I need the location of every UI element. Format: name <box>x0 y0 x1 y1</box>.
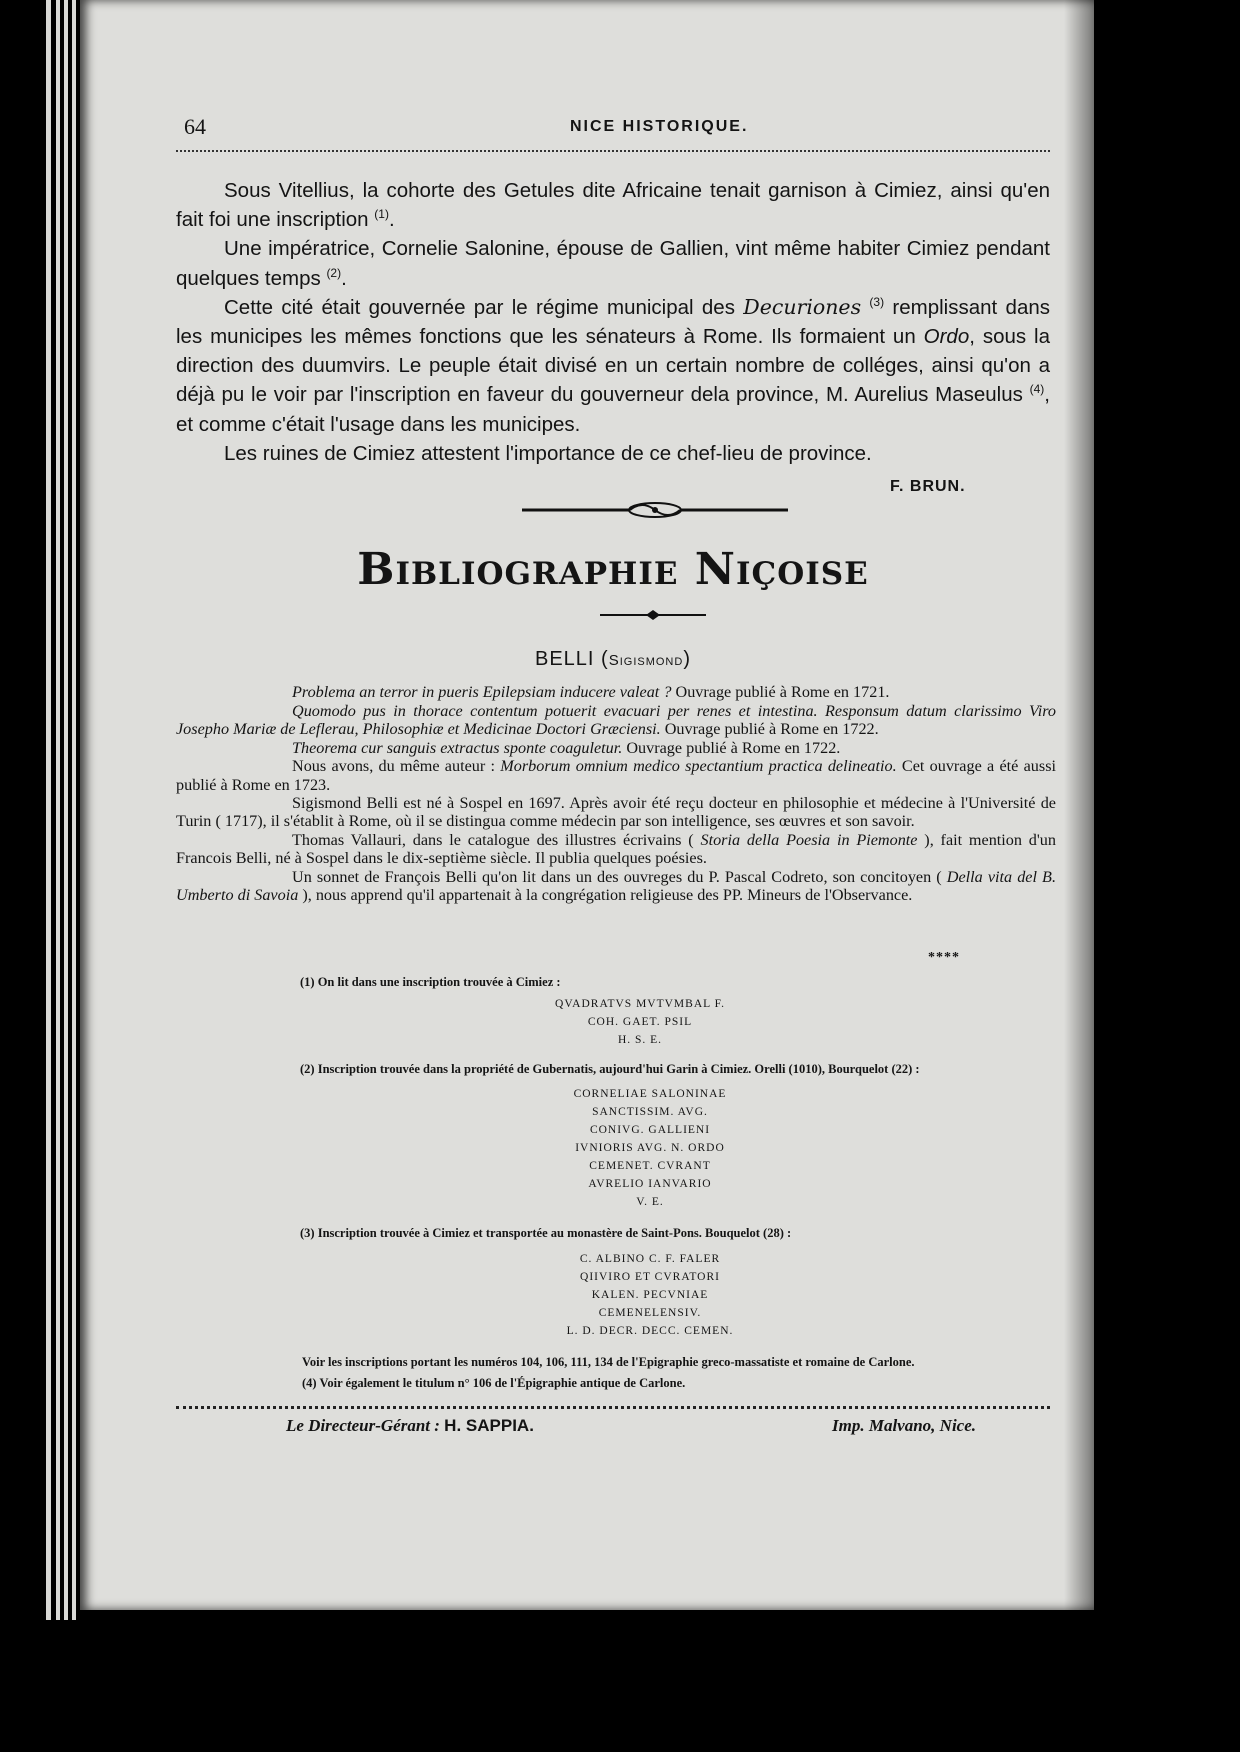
page-number: 64 <box>184 114 206 139</box>
header-rule <box>176 150 1050 152</box>
inscription-line: V. E. <box>636 1196 664 1208</box>
footnote-ref: (3) <box>869 294 885 309</box>
footnote-3: (3) Inscription trouvée à Cimiez et transportée au monastère de Saint-Pons. Bouquelot (28) : <box>300 1226 792 1240</box>
inscription-line: CEMENET. CVRANT <box>589 1160 711 1172</box>
footnote-ref: (4) <box>1029 382 1045 397</box>
footnote-4: (4) Voir également le titulum n° 106 de l'Épigraphie antique de Carlone. <box>302 1376 686 1390</box>
article-body <box>176 176 1050 468</box>
inscription-line: CONIVG. GALLIENI <box>589 1124 711 1136</box>
footer-director: Le Directeur-Gérant : H. SAPPIA. <box>286 1416 534 1435</box>
biblio-entry: Quomodo pus in thorace contentum potuerit evacuari per renes et intestina. Responsum datum clarissimo Viro Josepho Mariæ de Leflerau, Philosophiæ et Medicinae Doctori Græciensi. Ouvrage publié à Rome en 1722. Theorema cur sanguis extractus sponte coaguletur. Ouvrage publié à Rome en 1722. Nous avons, du même auteur : Morborum omnium medico spectantium practica delineatio. Cet ouvrage a été aussi publié à Rome en 1723. Sigismond Belli est né à Sospel en 1697. Après avoir été reçu docteur en philosophie et médecine à l'Université de Turin ( 1717), il s'établit à Rome, où il se distingua comme médecin par son intelligence, ses œuvres et son savoir. Thomas Vallauri, dans le catalogue des illustres écrivains ( Storia della Poesia in Piemonte ), fait mention d'un Francois Belli, né à Sospel dans le dix-septième siècle. Il publia quelques poésies. Un sonnet de François Belli qu'on lit dans un des ouvreges du P. Pascal Codreto, son concitoyen ( Della vita del B. Umberto di Savoia ), nous apprend qu'il appartenait à la congrégation religieuse des PP. Mineurs de l'Observance. <box>176 702 1056 905</box>
ornament-divider <box>520 500 790 524</box>
inscription-line: QVADRATVS MVTVMBAL F. <box>555 998 725 1010</box>
footnote-ref: (2) <box>326 265 342 280</box>
footnote-ref: (1) <box>374 207 389 222</box>
inscription-line: QIIVIRO ET CVRATORI <box>580 1271 720 1283</box>
signature: F. BRUN. <box>890 478 966 495</box>
footer-printer: Imp. Malvano, Nice. <box>832 1416 977 1435</box>
inscription-line: AVRELIO IANVARIO <box>588 1178 712 1190</box>
footnote-voir: Voir les inscriptions portant les numéros 104, 106, 111, 134 de l'Epigraphie greco-massatiste et romaine de Carlone. <box>302 1355 915 1369</box>
footnote-1: (1) On lit dans une inscription trouvée à Cimiez : <box>300 975 561 989</box>
inscription-line: COH. GAET. PSIL <box>587 1016 693 1028</box>
page-edge <box>72 0 76 1620</box>
footer-rule <box>176 1406 1050 1409</box>
inscription-line: KALEN. PECVNIAE <box>591 1289 709 1301</box>
page-edge <box>56 0 60 1620</box>
section-title: Bibliographie Niçoise <box>357 544 869 595</box>
article-paragraph: Une impératrice, Cornelie Salonine, épouse de Gallien, vint même habiter Cimiez pendant quelques temps $^{(2)}$. <box>176 237 1050 290</box>
inscription-line: SANCTISSIM. AVG. <box>592 1106 708 1118</box>
author-heading: BELLI (Sigismond) <box>534 648 691 670</box>
page-edge <box>64 0 68 1620</box>
inscription-line: C. ALBINO C. F. FALER <box>579 1253 721 1265</box>
inscription-line: H. S. E. <box>617 1034 663 1046</box>
footnote-2: (2) Inscription trouvée dans la propriété de Gubernatis, aujourd'hui Garin à Cimiez. Orelli (1010), Bourquelot (22) : <box>300 1062 920 1076</box>
article-paragraph: Sous Vitellius, la cohorte des Getules dite Africaine tenait garnison à Cimiez, ainsi qu'en fait foi une inscription $^{(1)}$. <box>176 179 1050 232</box>
small-ornament <box>598 608 708 622</box>
inscription-line: L. D. DECR. DECC. CEMEN. <box>566 1325 734 1337</box>
inscription-line: CEMENELENSIV. <box>598 1307 702 1319</box>
article-paragraph: Cette cité était gouvernée par le régime municipal des Decuriones $^{(3)}$ remplissant dans les municipes les mêmes fonctions que les sénateurs à Rome. Ils formaient un Ordo, sous la direction des duumvirs. Le peuple était divisé en un certain nombre de colléges, ainsi qu'on a déjà pu le voir par l'inscription en faveur du gouverneur dela province, M. Aurelius Maseulus $^{(4)}$, et comme c'était l'usage dans les municipes. <box>176 294 1050 436</box>
biblio-entry: Problema an terror in pueris Epilepsiam inducere valeat ? Ouvrage publié à Rome en 1721. <box>292 683 890 701</box>
page-edge <box>46 0 51 1620</box>
separator-stars: **** <box>928 950 960 965</box>
running-title: NICE HISTORIQUE. <box>570 118 749 135</box>
article-paragraph: Les ruines de Cimiez attestent l'importance de ce chef-lieu de province. <box>224 441 872 465</box>
inscription-line: IVNIORIS AVG. N. ORDO <box>575 1142 725 1154</box>
inscription-line: CORNELIAE SALONINAE <box>573 1088 727 1100</box>
